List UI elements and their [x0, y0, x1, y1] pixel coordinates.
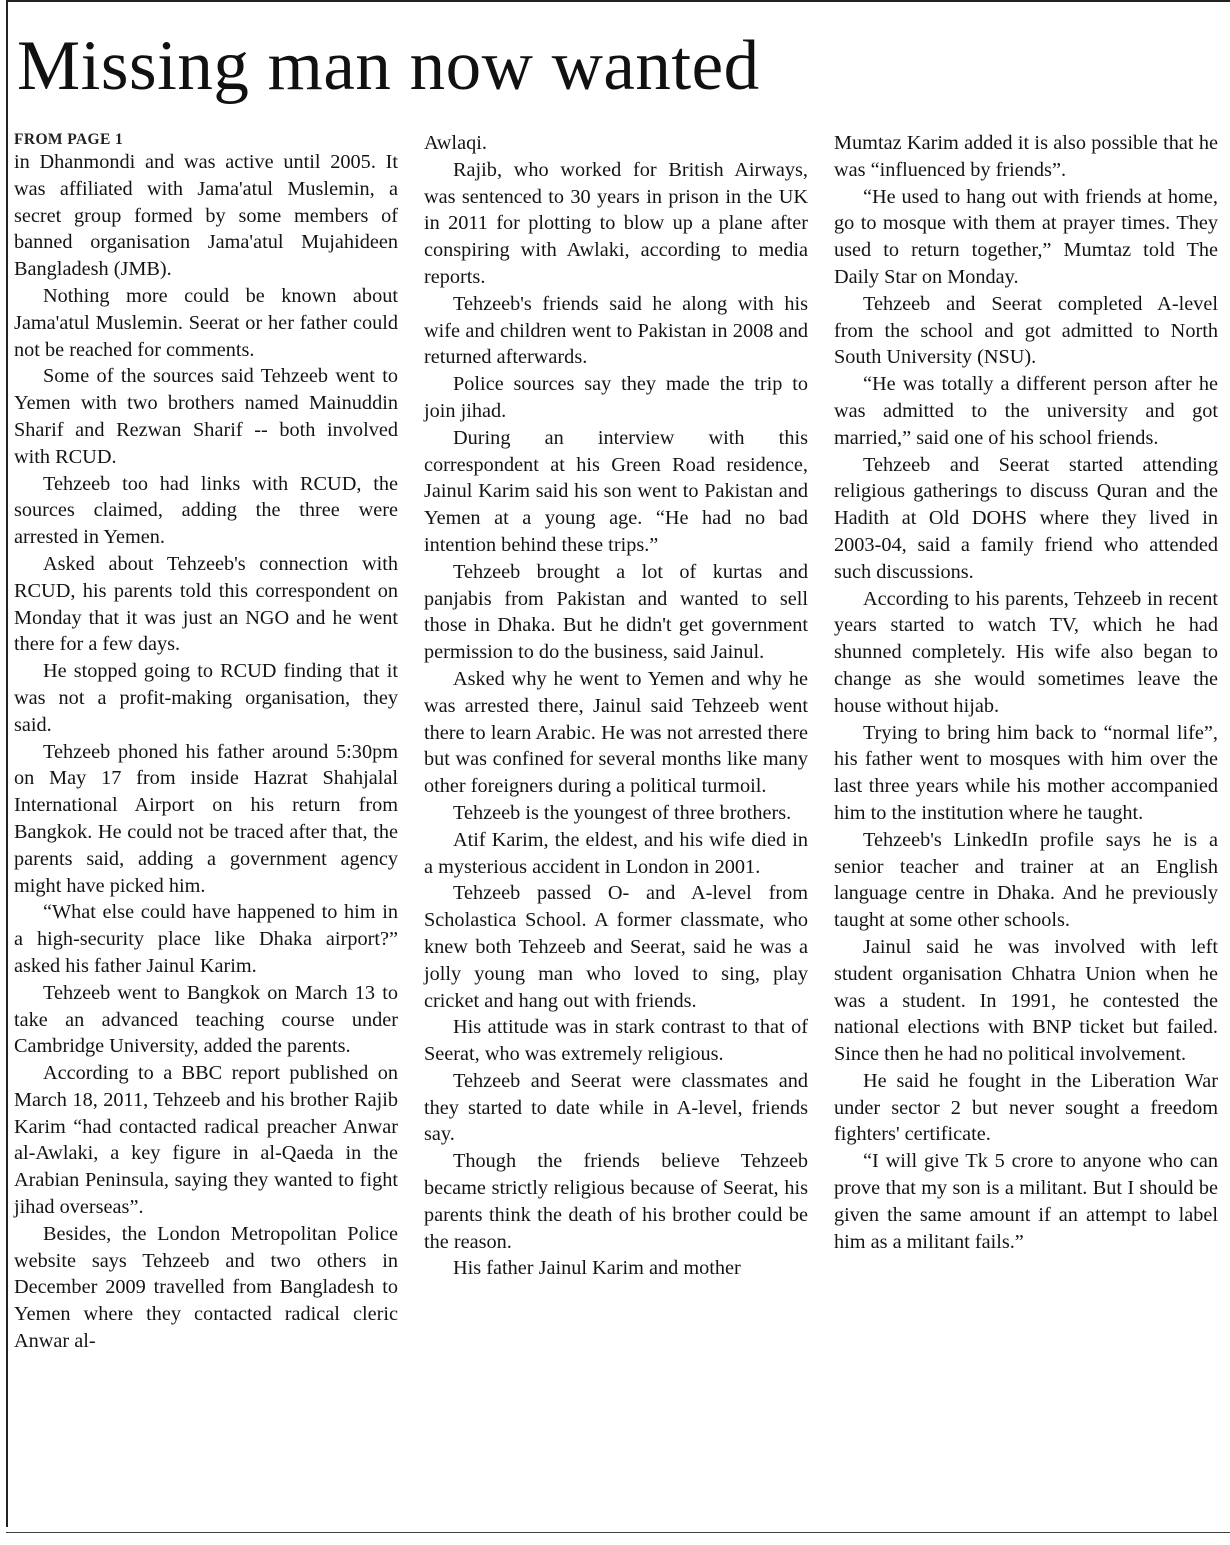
paragraph: Jainul said he was involved with left student organisation Chhatra Union when he was a student. In 1991, he contested the national elections with BNP ticket but failed. Since then he had no political involvement.	[834, 935, 1218, 1066]
paragraph: Rajib, who worked for British Airways, was sentenced to 30 years in prison in the UK in 2011 for plotting to blow up a plane after conspiring with Awlaki, according to media reports.	[424, 158, 808, 288]
paragraph: Though the friends believe Tehzeeb became strictly religious because of Seerat, his parents think the death of his brother could be the reason.	[424, 1150, 808, 1253]
paragraph: “He was totally a different person after he was admitted to the university and got married,” said one of his school friends.	[834, 373, 1218, 449]
paragraph: Police sources say they made the trip to join jihad.	[424, 373, 808, 422]
paragraph: Asked why he went to Yemen and why he was arrested there, Jainul said Tehzeeb went there to learn Arabic. He was not arrested there but was confined for several months like many other foreigners during a political turmoil.	[424, 667, 808, 798]
paragraph: “I will give Tk 5 crore to anyone who can prove that my son is a militant. But I should be given the same amount if an attempt to label him as a militant fails.”	[834, 1150, 1218, 1253]
paragraph: Tehzeeb too had links with RCUD, the sources claimed, adding the three were arrested in Yemen.	[14, 472, 398, 549]
paragraph: Awlaqi.	[424, 132, 487, 154]
paragraph: Mumtaz Karim added it is also possible that he was “influenced by friends”.	[834, 132, 1218, 181]
paragraph: Tehzeeb phoned his father around 5:30pm on May 17 from inside Hazrat Shahjalal International Airport on his return from Bangkok. He could not be traced after that, the parents said, adding a government agency might have picked him.	[14, 740, 398, 897]
paragraph: Asked about Tehzeeb's connection with RCUD, his parents told this correspondent on Monday that it was just an NGO and he went there for a few days.	[14, 552, 398, 656]
paragraph: He stopped going to RCUD finding that it was not a profit-making organisation, they said.	[14, 660, 398, 736]
paragraph: Tehzeeb went to Bangkok on March 13 to take an advanced teaching course under Cambridge University, added the parents.	[14, 981, 398, 1058]
top-rule	[6, 0, 1230, 2]
article-column-2	[424, 130, 808, 1282]
paragraph: His father Jainul Karim and mother	[453, 1257, 741, 1280]
paragraph: Trying to bring him back to “normal life”, his father went to mosques with him over the last three years while his mother accompanied him to the institution where he taught.	[834, 721, 1218, 824]
headline: Missing man now wanted	[17, 27, 760, 105]
paragraph: Atif Karim, the eldest, and his wife died in a mysterious accident in London in 2001.	[424, 828, 808, 878]
left-rule	[6, 0, 8, 1527]
paragraph: Tehzeeb is the youngest of three brothers.	[453, 801, 792, 824]
paragraph: Tehzeeb passed O- and A-level from Scholastica School. A former classmate, who knew both Tehzeeb and Seerat, said he was a jolly young man who loved to sing, play cricket and hang out with friends.	[424, 882, 808, 1012]
paragraph: He said he fought in the Liberation War under sector 2 but never sought a freedom fighters' certificate.	[834, 1069, 1218, 1146]
paragraph: According to a BBC report published on March 18, 2011, Tehzeeb and his brother Rajib Karim “had contacted radical preacher Anwar al-Awlaki, a key figure in al-Qaeda in the Arabian Peninsula, saying they wanted to fight jihad overseas”.	[14, 1062, 398, 1219]
bottom-rule	[6, 1532, 1230, 1533]
paragraph: Some of the sources said Tehzeeb went to Yemen with two brothers named Mainuddin Sharif and Rezwan Sharif -- both involved with RCUD.	[14, 365, 398, 468]
paragraph: “He used to hang out with friends at home, go to mosque with them at prayer times. They used to return together,” Mumtaz told The Daily Star on Monday.	[834, 185, 1218, 288]
paragraph: Tehzeeb brought a lot of kurtas and panjabis from Pakistan and wanted to sell those in Dhaka. But he didn't get government permission to do the business, said Jainul.	[424, 560, 808, 664]
page-jump-label: FROM PAGE 1	[14, 131, 124, 148]
paragraph: Tehzeeb and Seerat completed A-level from the school and got admitted to North South University (NSU).	[834, 292, 1218, 369]
article-column-3	[834, 130, 1218, 1255]
article-column-1	[14, 130, 398, 1355]
paragraph: His attitude was in stark contrast to that of Seerat, who was extremely religious.	[424, 1016, 808, 1066]
paragraph: Besides, the London Metropolitan Police website says Tehzeeb and two others in December 2009 travelled from Bangladesh to Yemen where they contacted radical cleric Anwar al-	[14, 1222, 398, 1353]
paragraph: Tehzeeb's LinkedIn profile says he is a senior teacher and trainer at an English language centre in Dhaka. And he previously taught at some other schools.	[834, 828, 1218, 932]
paragraph: During an interview with this correspondent at his Green Road residence, Jainul Karim said his son went to Pakistan and Yemen at a young age. “He had no bad intention behind these trips.”	[424, 426, 808, 556]
paragraph: According to his parents, Tehzeeb in recent years started to watch TV, which he had shunned completely. His wife also began to change as she would sometimes leave the house without hijab.	[834, 587, 1218, 717]
paragraph: “What else could have happened to him in a high-security place like Dhaka airport?” asked his father Jainul Karim.	[14, 901, 398, 977]
paragraph: Tehzeeb and Seerat started attending religious gatherings to discuss Quran and the Hadith at Old DOHS where they lived in 2003-04, said a family friend who attended such discussions.	[834, 453, 1218, 583]
paragraph: in Dhanmondi and was active until 2005. It was affiliated with Jama'atul Muslemin, a secret group formed by some members of banned organisation Jama'atul Mujahideen Bangladesh (JMB).	[14, 151, 398, 281]
paragraph: Nothing more could be known about Jama'atul Muslemin. Seerat or her father could not be reached for comments.	[14, 284, 398, 361]
paragraph: Tehzeeb's friends said he along with his wife and children went to Pakistan in 2008 and returned afterwards.	[424, 292, 808, 369]
paragraph: Tehzeeb and Seerat were classmates and they started to date while in A-level, friends say.	[424, 1069, 808, 1146]
